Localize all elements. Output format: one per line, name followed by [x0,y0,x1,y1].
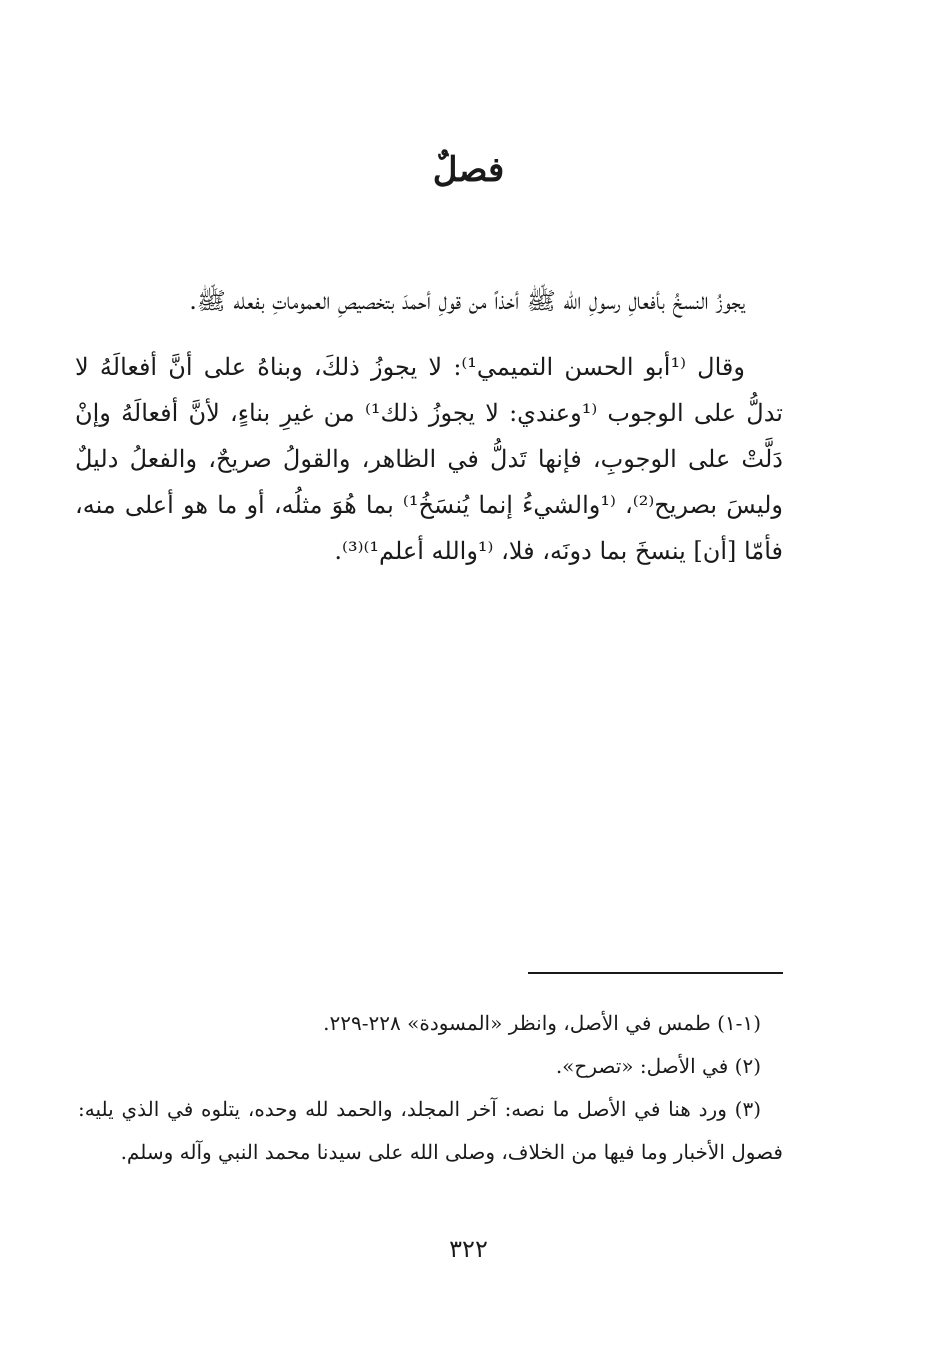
footnote-2: (٢) في الأصل: «تصرح». [555,1054,761,1078]
main-text [75,278,783,574]
footnotes [78,1002,783,1174]
section-heading: فصلٌ [432,150,505,190]
page-number: ٣٢٢ [449,1235,488,1263]
paragraph-1: يجوزُ النسخُ بأفعالِ رسولِ الله ﷺ أخذاً من قولِ أحمدَ بتخصيصِ العموماتِ بفعله ﷺ. [189,287,745,315]
footnote-1: (١-١) طمس في الأصل، وانظر «المسودة» ٢٢٨-٢٢٩. [323,1011,761,1035]
footnote-3: (٣) ورد هنا في الأصل ما نصه: آخر المجلد، والحمد لله وحده، يتلوه في الذي يليه: فصول الأخبار وما فيها من الخلاف، وصلى الله على سيدنا محمد النبي وآله وسلم. [78,1097,783,1164]
paragraph-2: وقال ⁽¹أبو الحسن التميمي¹⁾: لا يجوزُ ذلكَ، وبناهُ على أنَّ أفعالَهُ لا تدلُّ على الوجوب ⁽¹وعندي: لا يجوزُ ذلك¹⁾ من غيرِ بناءٍ، لأنَّ أفعالَهُ وإنْ دَلَّتْ على الوجوبِ، فإنها تَدلُّ في الظاهر، والقولُ صريحٌ، والفعلُ دليلٌ وليسَ بصريح⁽²⁾، ⁽¹والشيءُ إنما يُنسَخُ¹⁾ بما هُوَ مثلُه، أو ما هو أعلى منه، فأمّا [أن] ينسخَ بما دونَه، فلا، ⁽¹والله أعلم¹⁾⁽³⁾. [75,353,784,565]
footnote-divider [528,972,783,974]
